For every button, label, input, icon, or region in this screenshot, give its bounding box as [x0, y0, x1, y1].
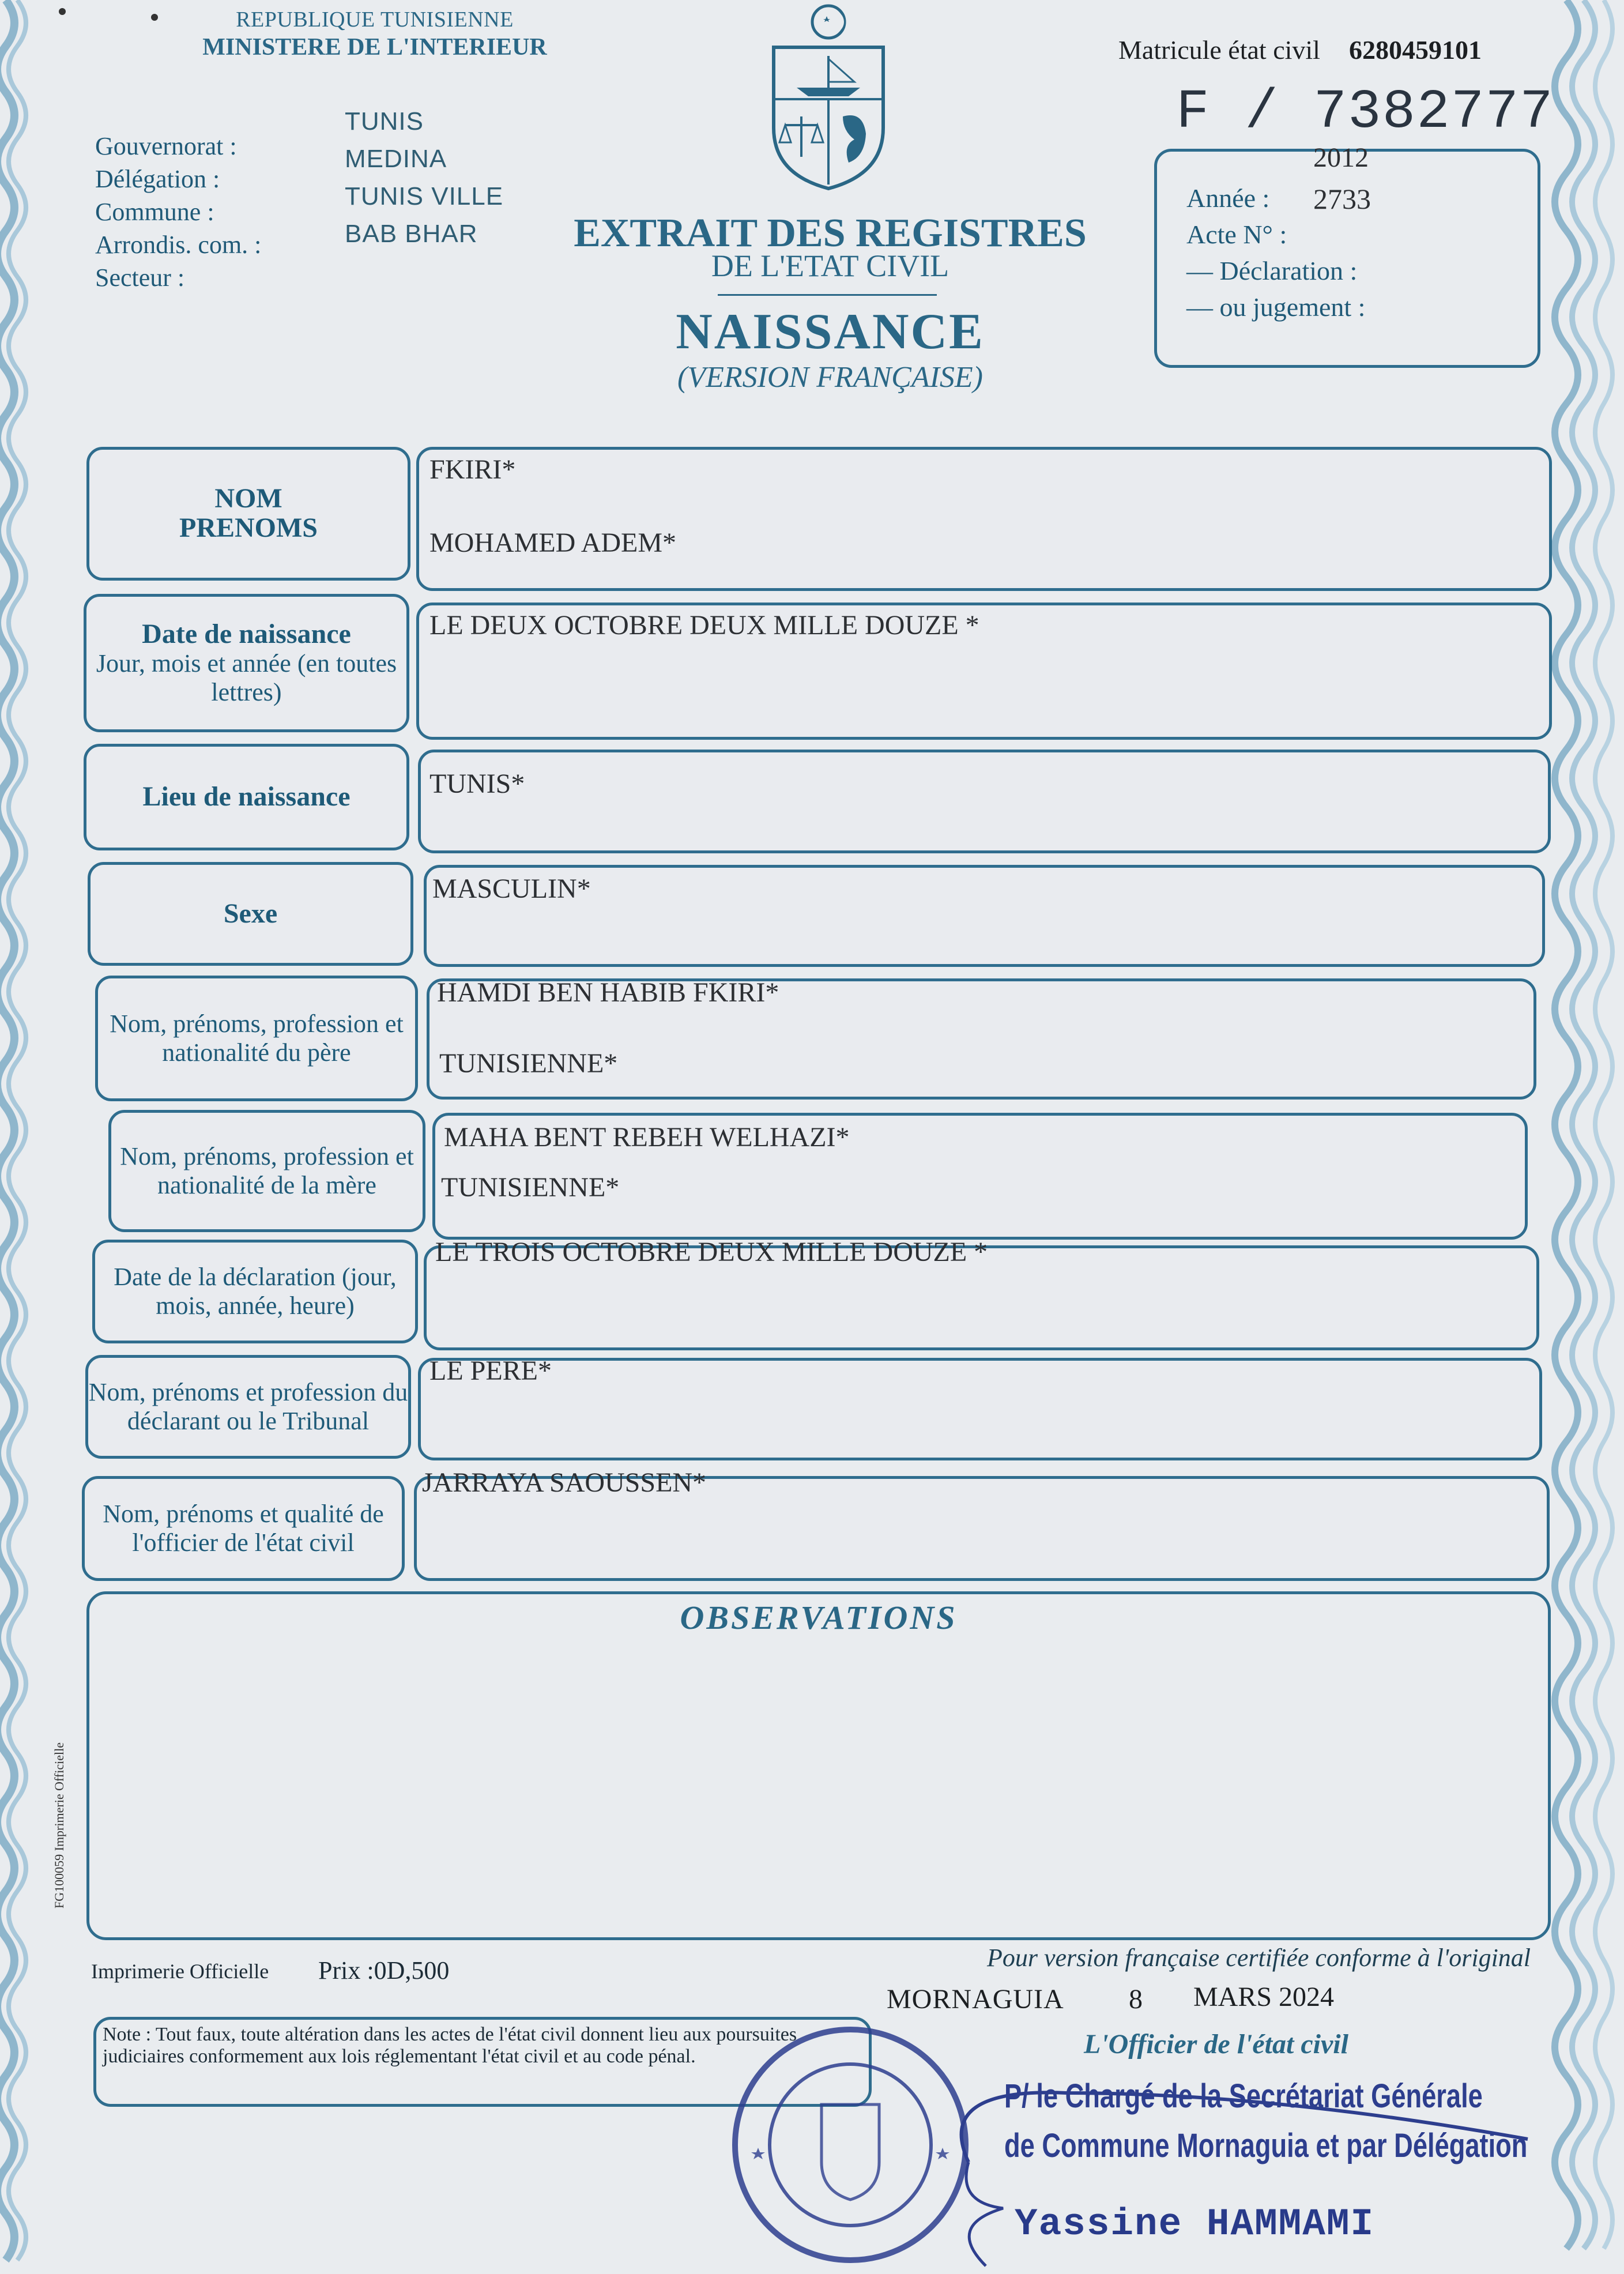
mere-nationality-value: TUNISIENNE*: [441, 1172, 620, 1203]
jugement-label: — ou jugement :: [1186, 292, 1366, 322]
title-divider: [718, 294, 937, 296]
declarant-value: LE PERE*: [429, 1356, 552, 1386]
declaration-label: — Déclaration :: [1186, 256, 1358, 285]
date-naissance-sublabel: Jour, mois et année (en toutes lettres): [96, 649, 397, 706]
document-type: NAISSANCE: [676, 304, 985, 360]
gouvernorat-value: TUNIS: [345, 107, 424, 135]
annee-value: 2012: [1313, 142, 1369, 173]
field-label-pere: [95, 976, 418, 1101]
observations-box: [86, 1591, 1551, 1940]
price-label: Prix :0D,500: [318, 1956, 450, 1985]
ministry-label: MINISTERE DE L'INTERIEUR: [202, 34, 547, 61]
date-naissance-label: Date de naissance: [142, 618, 351, 649]
document-title: EXTRAIT DES REGISTRES: [574, 211, 1087, 255]
declarant-label: Nom, prénoms et profession du déclarant ou le Tribunal: [88, 1378, 408, 1435]
serial-number: F / 7382777: [1176, 81, 1554, 144]
field-box-lieu-naissance: [418, 750, 1551, 853]
issue-day: 8: [1129, 1984, 1143, 2015]
issue-month-year: MARS 2024: [1193, 1982, 1335, 2012]
date-declaration-value: LE TROIS OCTOBRE DEUX MILLE DOUZE *: [435, 1237, 988, 1267]
certification-text: Pour version française certifiée conforme à l'original: [987, 1944, 1531, 1972]
field-label-lieu-naissance: [84, 744, 409, 850]
field-label-mere: [108, 1110, 425, 1232]
field-label-declarant: [85, 1355, 411, 1459]
field-label-sexe: [88, 862, 413, 966]
secteur-label: Secteur :: [95, 263, 185, 292]
admin-labels: [95, 130, 261, 294]
officier-value: JARRAYA SAOUSSEN*: [422, 1467, 707, 1498]
field-label-date-declaration: [92, 1240, 418, 1343]
signatory-name: Yassine HAMMAMI: [1015, 2203, 1375, 2246]
field-label-date-naissance: [84, 594, 409, 732]
punch-hole: [59, 8, 66, 15]
mere-name-value: MAHA BENT REBEH WELHAZI*: [444, 1122, 850, 1153]
delegation-value: MEDINA: [345, 145, 447, 173]
pere-name-value: HAMDI BEN HABIB FKIRI*: [437, 977, 779, 1008]
field-box-declarant: [418, 1358, 1542, 1460]
sexe-label: Sexe: [223, 898, 278, 929]
legal-note: Note : Tout faux, toute altération dans les actes de l'état civil donnent lieu aux poursuites judiciaires conformement aux lois réglementant l'état civil et au code pénal.: [103, 2024, 797, 2067]
field-box-sexe: [424, 865, 1545, 967]
matricule-value: 6280459101: [1349, 35, 1482, 65]
commune-label: Commune :: [95, 198, 214, 226]
acte-label: Acte N° :: [1186, 220, 1287, 249]
officier-label: Nom, prénoms et qualité de l'officier de l'état civil: [103, 1500, 384, 1557]
field-label-officier: [82, 1476, 405, 1581]
prenoms-label: PRENOMS: [179, 513, 318, 543]
officer-title: L'Officier de l'état civil: [1084, 2029, 1348, 2060]
admin-values: [345, 103, 503, 253]
date-declaration-label: Date de la déclaration (jour, mois, année, heure): [114, 1263, 397, 1320]
printer-reference: FG100059 Imprimerie Officielle: [52, 1742, 66, 1908]
sexe-value: MASCULIN*: [432, 874, 591, 904]
prenoms-value: MOHAMED ADEM*: [429, 528, 677, 558]
arrondissement-value: BAB BHAR: [345, 220, 478, 248]
acte-number-value: 2733: [1313, 183, 1371, 215]
signature-line-2: de Commune Mornaguia et par Délégation: [1004, 2127, 1528, 2164]
annee-label: Année :: [1186, 183, 1270, 213]
pere-nationality-value: TUNISIENNE*: [439, 1048, 618, 1079]
issue-place: MORNAGUIA: [887, 1984, 1064, 2015]
delegation-label: Délégation :: [95, 165, 220, 193]
republic-label: REPUBLIQUE TUNISIENNE: [236, 7, 514, 32]
lieu-naissance-value: TUNIS*: [429, 769, 525, 799]
coat-of-arms-icon: [762, 1, 895, 191]
document-subtitle: DE L'ETAT CIVIL: [711, 249, 949, 283]
mere-label: Nom, prénoms, profession et nationalité de la mère: [120, 1142, 414, 1199]
pere-label: Nom, prénoms, profession et nationalité du père: [110, 1010, 404, 1067]
signature-line-1: P/ le Chargé de la Secrétariat Générale: [1004, 2077, 1483, 2115]
punch-hole: [151, 14, 158, 21]
observations-title: OBSERVATIONS: [680, 1599, 958, 1636]
field-label-nom-prenoms: [86, 447, 410, 581]
gouvernorat-label: Gouvernorat :: [95, 132, 237, 160]
field-box-nom-prenoms: [416, 447, 1552, 591]
document-version: (VERSION FRANÇAISE): [677, 361, 983, 394]
commune-value: TUNIS VILLE: [345, 182, 504, 210]
matricule-label: Matricule état civil: [1118, 35, 1320, 65]
lieu-naissance-label: Lieu de naissance: [142, 781, 351, 812]
nom-value: FKIRI*: [429, 454, 516, 485]
nom-label: NOM: [214, 483, 282, 514]
printer-label: Imprimerie Officielle: [91, 1960, 269, 1983]
date-naissance-value: LE DEUX OCTOBRE DEUX MILLE DOUZE *: [429, 610, 979, 641]
left-security-border: [0, 0, 40, 2274]
arrondissement-label: Arrondis. com. :: [95, 231, 262, 259]
